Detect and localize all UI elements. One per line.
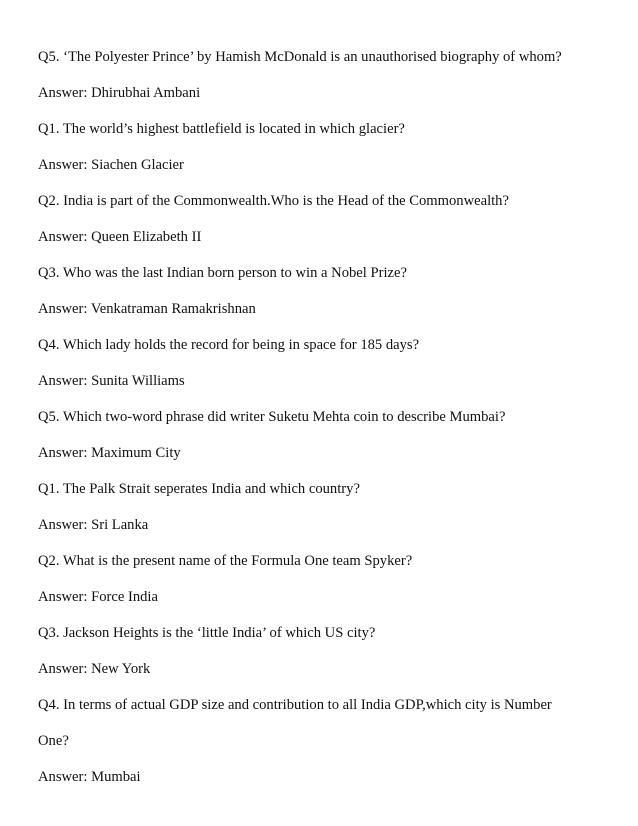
answer-line: Answer: Sunita Williams (38, 373, 185, 389)
answer-line: Answer: Maximum City (38, 445, 181, 461)
question-q3-nobel: Q3. Who was the last Indian born person to win a Nobel Prize? (38, 265, 407, 281)
question-q4-gdp-city: Q4. In terms of actual GDP size and contribution to all India GDP,which city is Number (38, 697, 552, 713)
answer-line: Answer: Queen Elizabeth II (38, 229, 202, 245)
question-q1-palk-strait: Q1. The Palk Strait seperates India and which country? (38, 481, 360, 497)
question-q2-commonwealth: Q2. India is part of the Commonwealth.Who is the Head of the Commonwealth? (38, 193, 509, 209)
answer-line: Answer: Mumbai (38, 769, 141, 785)
question-q1-battlefield: Q1. The world’s highest battlefield is located in which glacier? (38, 121, 405, 137)
answer-line: Answer: New York (38, 661, 151, 677)
answer-line: Answer: Sri Lanka (38, 517, 149, 533)
answer-line: Answer: Force India (38, 589, 158, 605)
question-q5-mumbai-phrase: Q5. Which two-word phrase did writer Suketu Mehta coin to describe Mumbai? (38, 409, 506, 425)
question-q3-jackson-heights: Q3. Jackson Heights is the ‘little India’ of which US city? (38, 625, 376, 641)
answer-line: Answer: Venkatraman Ramakrishnan (38, 301, 256, 317)
question-q5-polyester-prince: Q5. ‘The Polyester Prince’ by Hamish McDonald is an unauthorised biography of whom? (38, 49, 562, 65)
question-q4-gdp-city-continued: One? (38, 733, 69, 749)
question-q4-space-record: Q4. Which lady holds the record for being in space for 185 days? (38, 337, 420, 353)
question-q2-spyker: Q2. What is the present name of the Formula One team Spyker? (38, 553, 413, 569)
answer-line: Answer: Siachen Glacier (38, 157, 184, 173)
answer-line: Answer: Dhirubhai Ambani (38, 85, 201, 101)
